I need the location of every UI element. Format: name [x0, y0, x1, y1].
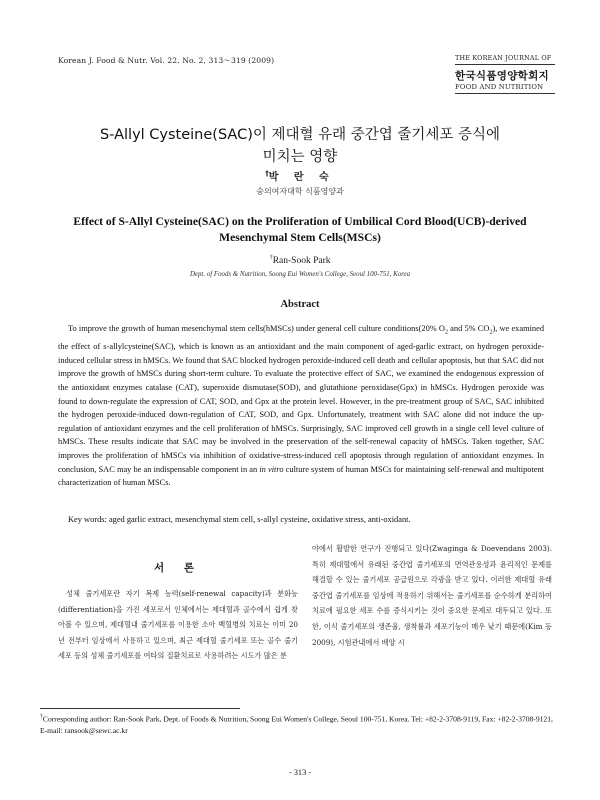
- title-english-line2: Mesenchymal Stem Cells(MSCs): [219, 231, 381, 244]
- affiliation-english: Dept. of Foods & Nutrition, Soong Eui Women's College, Seoul 100-751, Korea: [189, 271, 411, 278]
- author-korean: [0, 168, 600, 183]
- affiliation-korean: 숭의여자대학 식품영양과: [256, 187, 344, 196]
- journal-citation: Korean J. Food & Nutr. Vol. 22. No. 2, 313～319 (2009): [58, 56, 275, 65]
- journal-name-en-top: THE KOREAN JOURNAL OF: [455, 54, 552, 62]
- abstract-heading: Abstract: [280, 299, 320, 310]
- author-korean-mark: †: [265, 169, 269, 178]
- title-korean-line1: S-Allyl Cysteine(SAC)이 제대혈 유래 중간엽 줄기세포 증식에: [99, 127, 501, 143]
- abstract-text: [58, 322, 544, 490]
- keywords: Key words: aged garlic extract, mesenchymal stem cell, s-allyl cysteine, oxidative stress, anti-oxidant.: [68, 515, 411, 524]
- title-korean-line2: 미치는 영향: [262, 149, 338, 165]
- title-english-line1: Effect of S-Allyl Cysteine(SAC) on the Proliferation of Umbilical Cord Blood(UCB)-derived: [73, 215, 527, 228]
- journal-rule-top: [455, 64, 555, 65]
- abstract-sub2: 2: [489, 329, 493, 336]
- abstract-part3: ), we examined the effect of s-allylcysteine(SAC), which is known as an antioxidant and the main component of aged-garlic extract, on hydrogen peroxide-induced cellular stress in hMSCs. We found that SAC blocked hydrogen peroxide-induced cell death and cellular apoptosis, but that SAC did not improve the growth of hMSCs during short-term culture. To evaluate the protective effect of SAC, we examined the endogenous expression of the antioxidant enzymes catalase (CAT), superoxide dismutase(SOD), and glutathione peroxidase(Gpx) in hMSCs. Hydrogen peroxide was found to down-regulate the expression of CAT, SOD, and Gpx at the protein level. However, in the pre-treatment group of SAC, SAC inhibited the hydrogen peroxide-induced down-regulation of CAT, SOD, and Gpx. Unfortunately, treatment with SAC alone did not induce the up-regulation of antioxidant enzymes and the cell proliferation of hMSCs. Surprisingly, SAC improved cell growth in a single cell level culture of hMSCs. These results indicate that SAC may be involved in the preservation of the self-renewal capacity of hMSCs. Taken together, SAC improves the proliferation of hMSCs via inhibition of oxidative-stress-induced cell apoptosis through regulation of antioxidant enzymes. In conclusion, SAC may be an indispensable component in an: [58, 324, 545, 474]
- author-english: [0, 254, 600, 266]
- title-korean: [40, 124, 560, 168]
- journal-name-ko: 한국식품영양학회지: [455, 70, 549, 82]
- footnote-rule: [40, 708, 240, 709]
- abstract-part1: To improve the growth of human mesenchymal stem cells(hMSCs) under general cell culture conditions(20% O: [68, 324, 445, 333]
- body-column-left: 성체 줄기세포란 자기 복제 능력(self-renewal capacity)과 분화능(differentiation)을 가진 세포로서 인체에서는 제대혈과 골수에서 쉽게 찾아볼 수 있으며, 제대혈내 줄기세포를 이용한 소아 백혈병의 치료는 이미 20년 전부터 임상에서 사용하고 있으며, 최근 제대혈 줄기세포 또는 골수 줄기세포 등의 성체 줄기세포를 여타의 질환치료로 사용하려는 시도가 많은 분: [58, 589, 298, 661]
- footnote-text: Corresponding author: Ran-Sook Park, Dept. of Foods & Nutrition, Soong Eui Women's College, Seoul 100-751, Korea. Tel: +82-2-3708-9119, Fax: +82-2-3708-9121, E-mail: ransook@sewc.ac.kr: [40, 714, 553, 735]
- page-number: - 313 -: [288, 768, 312, 777]
- abstract-sub1: 2: [444, 329, 448, 336]
- title-english: [30, 214, 570, 246]
- abstract-italic: in vitro: [259, 464, 284, 474]
- author-korean-name: 박 란 숙: [268, 172, 335, 183]
- abstract-part4: culture system of human MSCs for maintaining self-renewal and multipotent characterization of human MSCs.: [58, 464, 544, 488]
- footnote: [40, 712, 560, 736]
- body-column-right: 야에서 활발한 연구가 진행되고 있다(Zwaginga & Doevendans 2003). 특히 제대혈에서 유래된 중간엽 줄기세포의 면역관용성과 윤리적인 문제를 해결할 수 있는 줄기세포 공급원으로 각광을 받고 있다. 이러한 제대혈 유래 중간엽 줄기세포를 임상에 적용하기 위해서는 줄기세포를 순수하게 분리하여 치료에 필요한 세포 수를 증식시키는 것이 중요한 문제로 대두되고 있다. 또한, 이식 줄기세포의 생존율, 생착률과 세포기능이 매우 낮기 때문에(Kim 등 2009), 시험관내에서 배양 시: [312, 544, 552, 647]
- author-english-mark: †: [269, 254, 273, 261]
- author-english-name: Ran-Sook Park: [272, 256, 331, 267]
- footnote-mark: †: [40, 714, 43, 720]
- journal-name-en-bottom: FOOD AND NUTRITION: [455, 83, 544, 91]
- section-heading-introduction: 서 론: [154, 562, 202, 574]
- journal-logo-block: [455, 54, 555, 94]
- abstract-part2: and 5% CO: [447, 324, 490, 333]
- journal-rule-bottom: [455, 93, 555, 94]
